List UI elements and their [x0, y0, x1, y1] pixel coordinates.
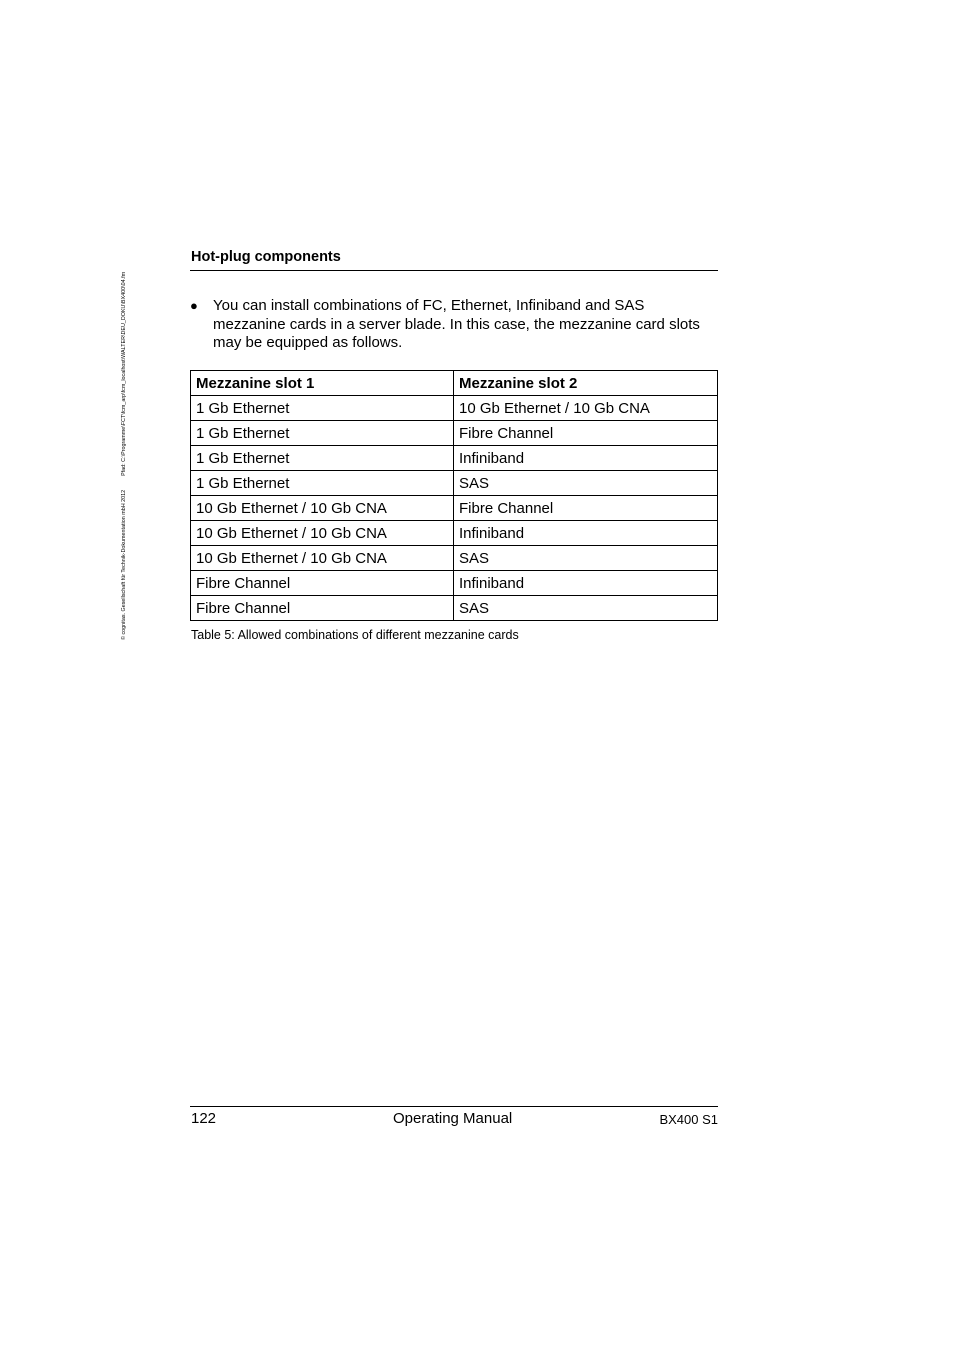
- table-row: [191, 396, 718, 421]
- copyright-note: © cognitas. Gesellschaft für Technik-Dokumentation mbH 2012: [121, 489, 127, 640]
- title-divider: [190, 270, 718, 271]
- table-row: [191, 471, 718, 496]
- table-row: [191, 446, 718, 471]
- table-cell: 1 Gb Ethernet: [191, 446, 454, 471]
- table-cell: Fibre Channel: [454, 496, 718, 521]
- bullet-text: You can install combinations of FC, Ethernet, Infiniband and SAS mezzanine cards in a server blade. In this case, the mezzanine card slots may be equipped as follows.: [213, 297, 700, 352]
- table-row: [191, 496, 718, 521]
- table-cell: 10 Gb Ethernet / 10 Gb CNA: [191, 546, 454, 571]
- table-cell: Infiniband: [454, 571, 718, 596]
- section-title: Hot-plug components: [191, 249, 341, 265]
- table-cell: Fibre Channel: [454, 421, 718, 446]
- table-row: [191, 421, 718, 446]
- table-cell: Infiniband: [454, 446, 718, 471]
- table-cell: SAS: [454, 546, 718, 571]
- file-path-note: Pfad: C:\Programme\FCT\fcm_arp\fcm_localhost\WALTER\DEU_DOKU\BX400\04.fm: [121, 271, 127, 476]
- table-row: [191, 546, 718, 571]
- table-header-row: [191, 371, 718, 396]
- table-cell: Fibre Channel: [191, 571, 454, 596]
- table-cell: Infiniband: [454, 521, 718, 546]
- table-cell: 10 Gb Ethernet / 10 Gb CNA: [191, 496, 454, 521]
- table-caption: Table 5: Allowed combinations of different mezzanine cards: [191, 628, 519, 642]
- table-cell: 1 Gb Ethernet: [191, 421, 454, 446]
- table-cell: 10 Gb Ethernet / 10 Gb CNA: [454, 396, 718, 421]
- model-name: BX400 S1: [659, 1112, 718, 1127]
- table-row: [191, 521, 718, 546]
- side-margin-note: [121, 272, 127, 640]
- table-cell: Fibre Channel: [191, 596, 454, 621]
- table-cell: SAS: [454, 596, 718, 621]
- bullet-icon: ●: [190, 298, 198, 313]
- table-row: [191, 571, 718, 596]
- column-header-slot-1: Mezzanine slot 1: [191, 371, 454, 396]
- manual-title: Operating Manual: [393, 1110, 513, 1127]
- page-number: 122: [191, 1110, 217, 1127]
- table-cell: 1 Gb Ethernet: [191, 471, 454, 496]
- table-cell: 1 Gb Ethernet: [191, 396, 454, 421]
- table-row: [191, 596, 718, 621]
- column-header-slot-2: Mezzanine slot 2: [454, 371, 718, 396]
- footer-divider: [190, 1106, 718, 1107]
- table-cell: SAS: [454, 471, 718, 496]
- mezzanine-combinations-table: [190, 370, 718, 621]
- table-cell: 10 Gb Ethernet / 10 Gb CNA: [191, 521, 454, 546]
